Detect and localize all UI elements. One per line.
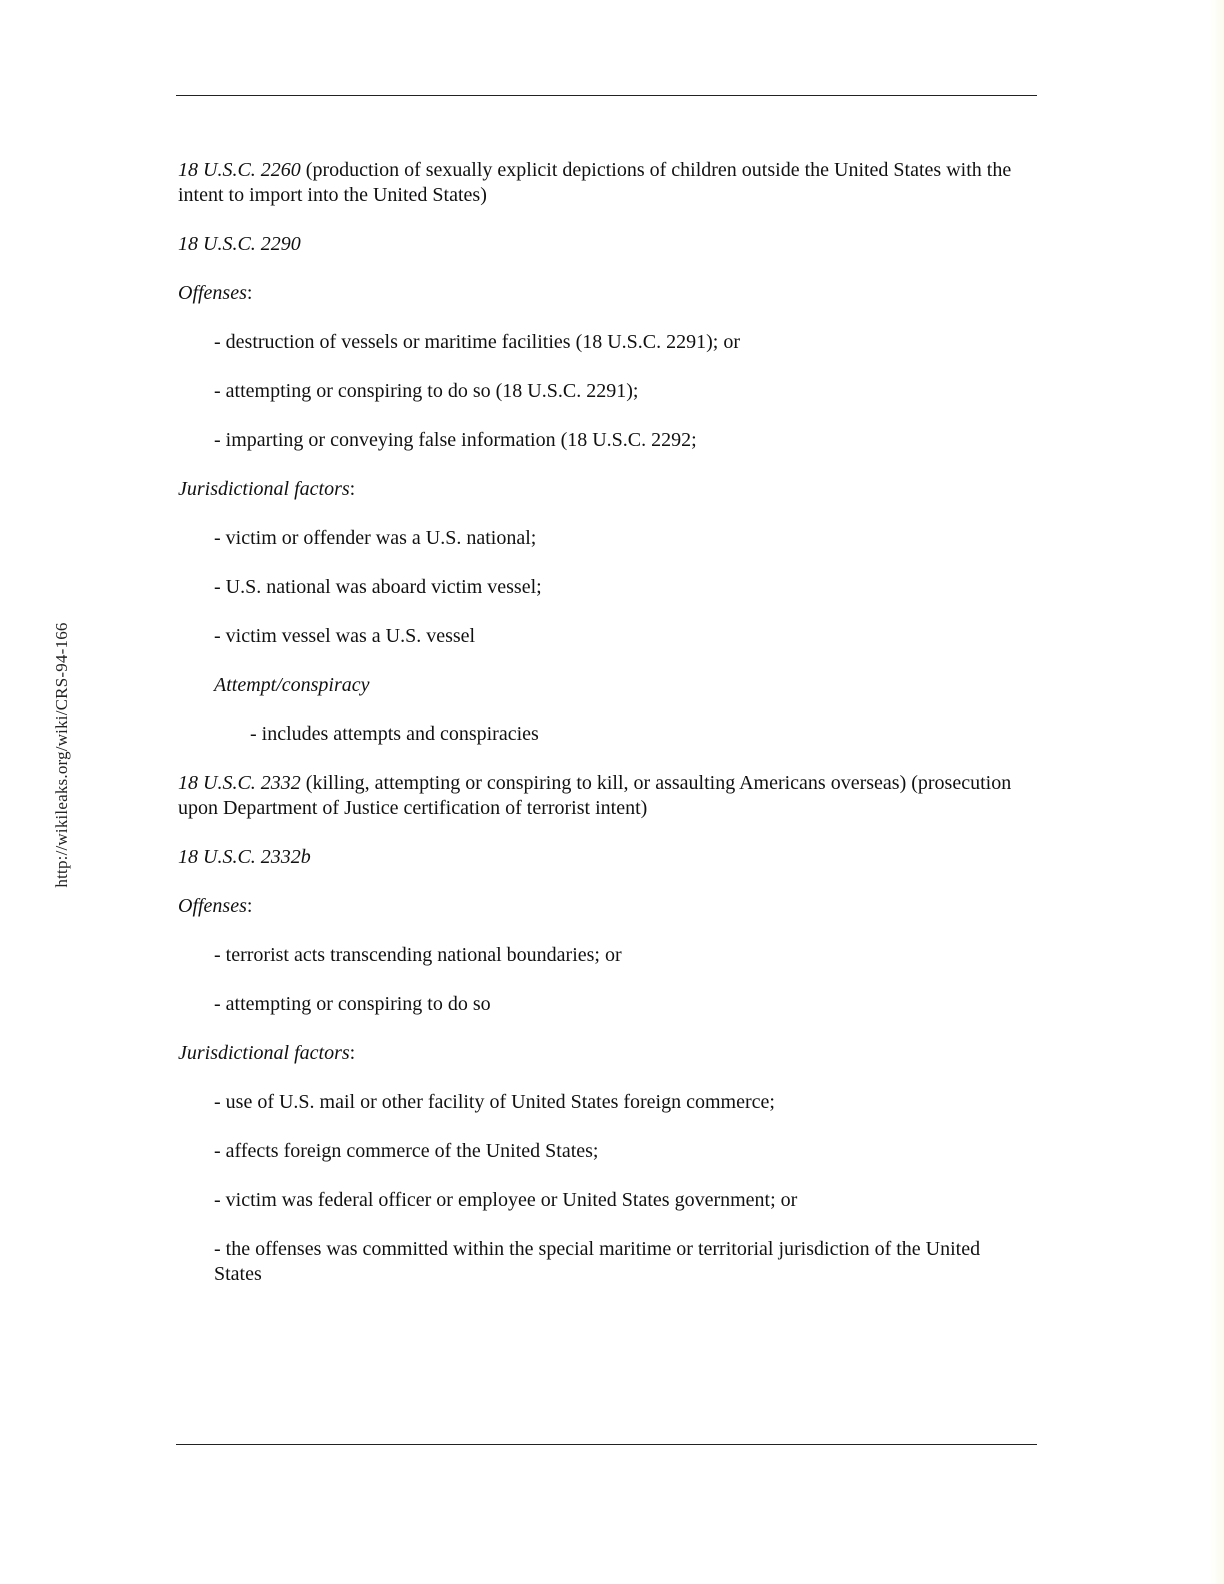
list-item: - victim was federal officer or employee or United States government; or: [214, 1189, 798, 1211]
statute-2290-paragraph: [178, 232, 1028, 257]
section-heading: Jurisdictional factors: [178, 478, 350, 500]
list-item: - includes attempts and conspiracies: [250, 723, 539, 745]
list-item: - imparting or conveying false information (18 U.S.C. 2292;: [214, 429, 697, 451]
statute-citation: 18 U.S.C. 2332: [178, 772, 301, 794]
page-edge: [1210, 0, 1224, 1584]
section-heading: Offenses: [178, 895, 247, 917]
heading-colon: :: [349, 1042, 356, 1064]
list-item: - attempting or conspiring to do so (18 U.S.C. 2291);: [214, 380, 639, 402]
list-item: - victim or offender was a U.S. national;: [214, 527, 537, 549]
heading-colon: :: [246, 895, 253, 917]
list-item: - destruction of vessels or maritime facilities (18 U.S.C. 2291); or: [214, 331, 741, 353]
side-url-watermark: http://wikileaks.org/wiki/CRS-94-166: [52, 622, 71, 888]
list-item: - U.S. national was aboard victim vessel;: [214, 576, 542, 598]
attempt-conspiracy-heading: [178, 673, 1028, 698]
jurisdictional-factors-heading: [178, 477, 1028, 502]
statute-citation: 18 U.S.C. 2260: [178, 159, 301, 181]
offenses-heading: [178, 281, 1028, 306]
statute-description: (production of sexually explicit depictions of children outside the United States with the intent to import into the United States): [178, 159, 1012, 206]
statute-description: (killing, attempting or conspiring to kill, or assaulting Americans overseas) (prosecution upon Department of Justice certification of terrorist intent): [178, 772, 1012, 819]
list-item: - use of U.S. mail or other facility of United States foreign commerce;: [214, 1091, 775, 1113]
list-item: - attempting or conspiring to do so: [214, 993, 491, 1015]
jurisdictional-factors-heading: [178, 1041, 1028, 1066]
list-item: - terrorist acts transcending national boundaries; or: [214, 944, 622, 966]
statute-2260-paragraph: [178, 158, 1028, 208]
heading-colon: :: [246, 282, 253, 304]
section-heading: Attempt/conspiracy: [214, 674, 370, 696]
heading-colon: :: [349, 478, 356, 500]
section-heading: Offenses: [178, 282, 247, 304]
list-item: - the offenses was committed within the special maritime or territorial jurisdiction of the United States: [214, 1238, 981, 1285]
statute-2332-paragraph: [178, 771, 1028, 821]
top-rule: [176, 95, 1037, 96]
bottom-rule: [176, 1444, 1037, 1445]
list-item: - affects foreign commerce of the United States;: [214, 1140, 599, 1162]
statute-citation: 18 U.S.C. 2332b: [178, 846, 311, 868]
list-item: - victim vessel was a U.S. vessel: [214, 625, 476, 647]
statute-2332b-paragraph: [178, 845, 1028, 870]
document-body: [178, 158, 1028, 1311]
offenses-heading: [178, 894, 1028, 919]
statute-citation: 18 U.S.C. 2290: [178, 233, 301, 255]
section-heading: Jurisdictional factors: [178, 1042, 350, 1064]
